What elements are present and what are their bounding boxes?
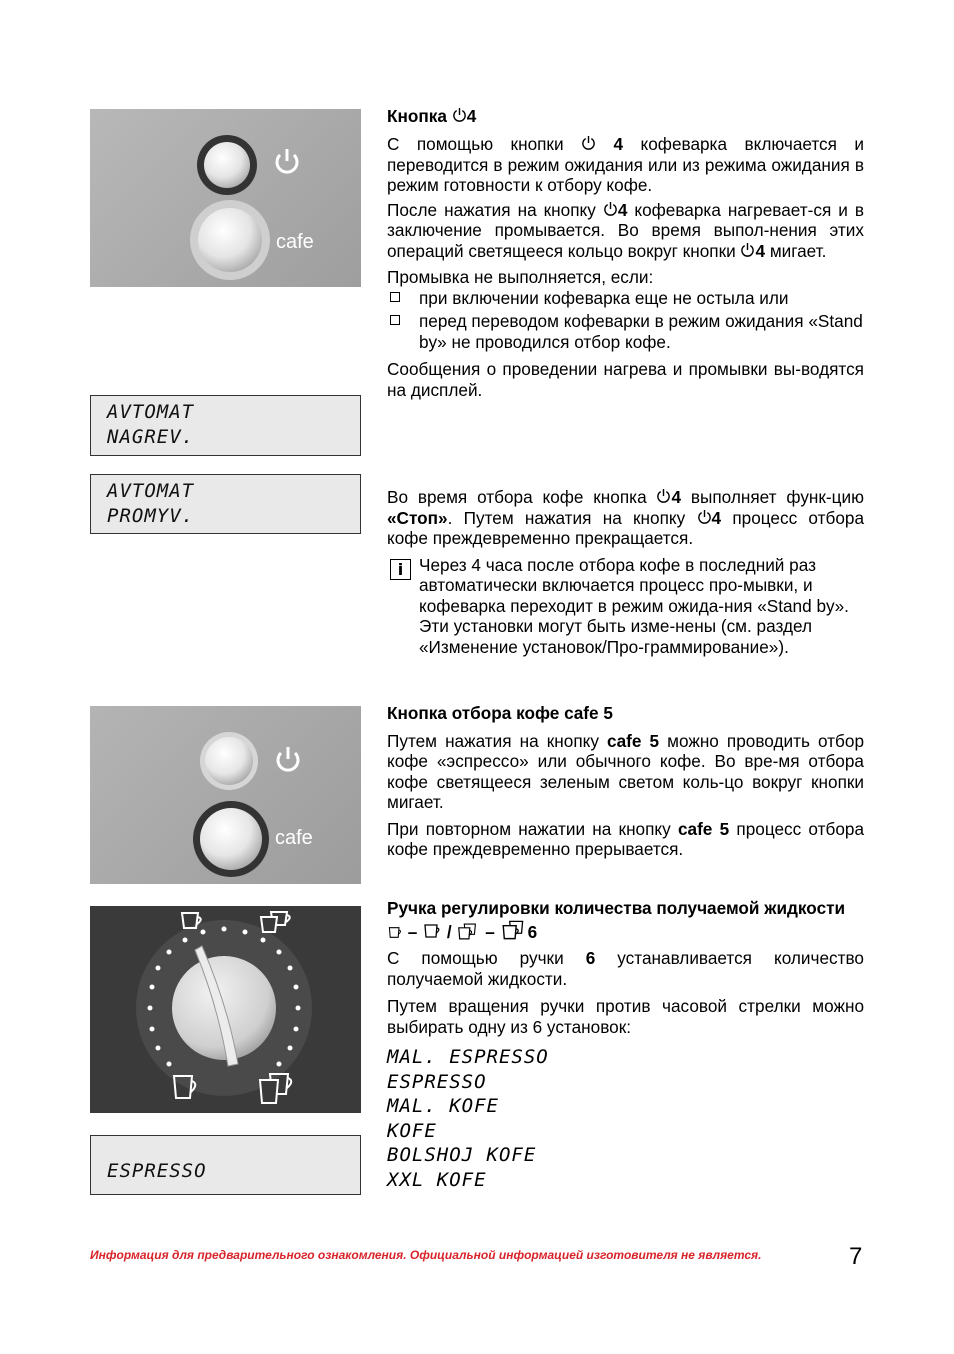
paragraph: При повторном нажатии на кнопку cafe 5 процесс отбора кофе преждевременно прерывается.	[387, 818, 865, 859]
cup-double-small-icon	[456, 922, 480, 941]
power-icon	[452, 107, 467, 124]
knob-section-heading: Ручка регулировки количества получаемой жидкости – / – 6	[387, 898, 846, 942]
cup-small-icon	[387, 924, 403, 941]
cafe-label: cafe	[275, 827, 313, 849]
checkbox-bullet-icon	[390, 315, 400, 325]
paragraph: Путем нажатия на кнопку cafe 5 можно проводить отбор кофе «эспрессо» или обычного кофе. Во вре-мя отбора кофе светящееся зеленым светом коль-цо вокруг кнопки мигает.	[387, 730, 865, 812]
power-button	[205, 737, 253, 785]
list-item: KOFE	[387, 1119, 437, 1142]
display-avtomat-promyv	[90, 474, 361, 534]
list-item: при включении кофеварка еще не остыла или	[387, 288, 864, 309]
power-icon	[278, 747, 298, 770]
power-section-heading: Кнопка 4	[387, 106, 477, 126]
power-icon	[277, 149, 297, 172]
display-avtomat-nagrev	[90, 395, 361, 456]
power-icon	[581, 135, 596, 152]
display-line-1: AVTOMAT	[107, 480, 195, 502]
cafe-button	[198, 208, 262, 272]
cafe-section-heading: Кнопка отбора кофе cafe 5	[387, 703, 613, 723]
list-item: ESPRESSO	[387, 1070, 487, 1093]
cafe-button-photo	[90, 706, 361, 884]
power-section-body	[387, 134, 864, 400]
paragraph: С помощью ручки 6 устанавливается количество получаемой жидкости.	[387, 948, 864, 989]
power-icon	[656, 488, 671, 505]
cup-double-large-icon	[500, 919, 528, 941]
display-line-1: AVTOMAT	[107, 401, 195, 423]
info-note: i Через 4 часа после отбора кофе в последний раз автоматически включается процесс про-мывки, и кофеварка переходит в режим ожида-ния «Stand by». Эти установки могут быть изме-нены (см. раздел «Изменение установок/Про-граммирование»).	[387, 555, 864, 658]
cafe-section	[387, 703, 864, 860]
paragraph: Во время отбора кофе кнопка 4 выполняет функ-цию «Стоп». Путем нажатия на кнопку 4 процесс отбора кофе преждевременно прекращается.	[387, 487, 865, 548]
list-item: BOLSHOJ KOFE	[387, 1144, 537, 1167]
knob-section	[387, 898, 864, 1193]
paragraph: После нажатия на кнопку 4 кофеварка нагревает-ся и в заключение промывается. Во время выпол-нения этих операций светящееся кольцо вокруг кнопки 4 мигает.	[387, 199, 864, 261]
list-item: XXL KOFE	[387, 1168, 487, 1191]
cafe-label: cafe	[276, 231, 314, 253]
settings-list	[387, 1045, 864, 1193]
list-item: MAL. KOFE	[387, 1095, 499, 1118]
page-number: 7	[849, 1243, 863, 1270]
power-button	[204, 142, 250, 188]
power-cafe-buttons-photo	[90, 109, 361, 287]
stop-function-body	[387, 487, 864, 657]
knob-photo	[90, 906, 361, 1113]
info-icon: i	[390, 559, 411, 580]
paragraph: Сообщения о проведении нагрева и промывки вы-водятся на дисплей.	[387, 359, 864, 400]
cup-large-icon	[422, 921, 442, 941]
paragraph: Промывка не выполняется, если:	[387, 267, 654, 287]
list-item: перед переводом кофеварки в режим ожидания «Stand by» не проводился отбор кофе.	[387, 311, 864, 352]
checkbox-bullet-icon	[390, 292, 400, 302]
cafe-button	[200, 808, 262, 870]
cup-double-small-icon	[261, 912, 290, 932]
display-line-1: ESPRESSO	[107, 1160, 207, 1182]
power-icon	[740, 242, 755, 259]
power-icon	[603, 201, 618, 218]
display-line-2: PROMYV.	[107, 505, 195, 527]
display-espresso	[90, 1135, 361, 1195]
power-icon	[697, 509, 712, 526]
footer-disclaimer: Информация для предварительного ознакомления. Официальной информацией изготовителя не является.	[90, 1248, 762, 1262]
display-line-2: NAGREV.	[107, 426, 195, 448]
list-item: MAL. ESPRESSO	[387, 1046, 549, 1068]
paragraph: Путем вращения ручки против часовой стрелки можно выбирать одну из 6 установок:	[387, 996, 864, 1037]
paragraph: С помощью кнопки 4 кофеварка включается и переводится в режим ожидания или из режима ожидания в режим готовности к отбору кофе.	[387, 134, 864, 195]
